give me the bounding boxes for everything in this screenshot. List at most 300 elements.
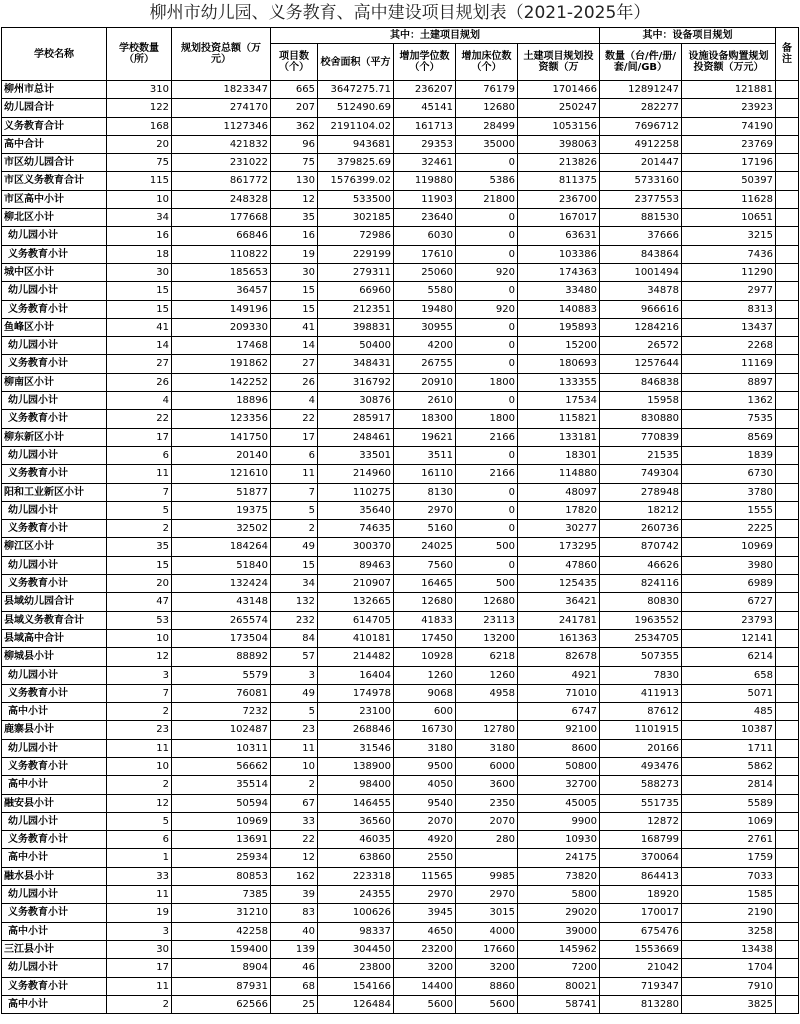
table-cell: 0 bbox=[456, 154, 518, 172]
table-cell: 3015 bbox=[456, 904, 518, 922]
row-label: 义务教育小计 bbox=[2, 684, 107, 702]
table-cell: 7 bbox=[107, 483, 172, 501]
remark-cell bbox=[776, 721, 799, 739]
table-cell: 23200 bbox=[394, 940, 456, 958]
table-cell: 62566 bbox=[172, 995, 271, 1013]
table-cell: 11 bbox=[107, 465, 172, 483]
row-label: 阳和工业新区小计 bbox=[2, 483, 107, 501]
table-cell: 310 bbox=[107, 81, 172, 99]
table-row bbox=[2, 483, 799, 501]
remark-cell bbox=[776, 831, 799, 849]
table-cell: 47 bbox=[107, 593, 172, 611]
table-cell: 51840 bbox=[172, 556, 271, 574]
table-cell: 2 bbox=[107, 995, 172, 1013]
table-cell: 41 bbox=[271, 318, 318, 336]
table-cell: 207 bbox=[271, 99, 318, 117]
table-cell: 302185 bbox=[318, 209, 394, 227]
row-label: 义务教育小计 bbox=[2, 410, 107, 428]
remark-cell bbox=[776, 867, 799, 885]
table-row bbox=[2, 684, 799, 702]
table-cell: 11 bbox=[107, 739, 172, 757]
table-cell: 170017 bbox=[600, 904, 682, 922]
table-cell: 30876 bbox=[318, 392, 394, 410]
table-row bbox=[2, 666, 799, 684]
table-cell: 241781 bbox=[518, 611, 600, 629]
table-row bbox=[2, 99, 799, 117]
table-cell: 3180 bbox=[456, 739, 518, 757]
table-cell: 966616 bbox=[600, 300, 682, 318]
table-cell: 11 bbox=[107, 886, 172, 904]
table-cell: 19480 bbox=[394, 300, 456, 318]
table-cell: 2534705 bbox=[600, 629, 682, 647]
table-row bbox=[2, 263, 799, 281]
table-cell: 15200 bbox=[518, 337, 600, 355]
remark-cell bbox=[776, 190, 799, 208]
remark-cell bbox=[776, 739, 799, 757]
table-cell: 40 bbox=[271, 922, 318, 940]
table-cell: 1260 bbox=[394, 666, 456, 684]
table-cell: 12780 bbox=[456, 721, 518, 739]
row-label: 幼儿园小计 bbox=[2, 282, 107, 300]
table-cell: 5733160 bbox=[600, 172, 682, 190]
table-cell: 9500 bbox=[394, 757, 456, 775]
remark-cell bbox=[776, 703, 799, 721]
table-cell: 173504 bbox=[172, 629, 271, 647]
table-cell: 15 bbox=[271, 556, 318, 574]
header-total-invest: 规划投资总额（万元） bbox=[172, 28, 271, 81]
table-cell: 84 bbox=[271, 629, 318, 647]
table-cell: 23923 bbox=[682, 99, 776, 117]
table-cell: 63860 bbox=[318, 849, 394, 867]
table-cell: 5160 bbox=[394, 520, 456, 538]
table-cell: 139 bbox=[271, 940, 318, 958]
table-cell: 500 bbox=[456, 575, 518, 593]
remark-cell bbox=[776, 776, 799, 794]
table-cell: 103386 bbox=[518, 245, 600, 263]
table-cell: 30955 bbox=[394, 318, 456, 336]
table-cell: 2191104.02 bbox=[318, 117, 394, 135]
table-cell: 161713 bbox=[394, 117, 456, 135]
table-cell: 25060 bbox=[394, 263, 456, 281]
remark-cell bbox=[776, 648, 799, 666]
table-cell: 9540 bbox=[394, 794, 456, 812]
table-cell: 142252 bbox=[172, 373, 271, 391]
table-cell: 89463 bbox=[318, 556, 394, 574]
table-row bbox=[2, 977, 799, 995]
remark-cell bbox=[776, 282, 799, 300]
table-cell: 12 bbox=[107, 648, 172, 666]
table-row bbox=[2, 629, 799, 647]
table-cell: 11903 bbox=[394, 190, 456, 208]
table-cell: 15 bbox=[107, 556, 172, 574]
table-cell: 133355 bbox=[518, 373, 600, 391]
table-cell: 1585 bbox=[682, 886, 776, 904]
remark-cell bbox=[776, 886, 799, 904]
table-cell: 41833 bbox=[394, 611, 456, 629]
table-cell: 348431 bbox=[318, 355, 394, 373]
row-label: 义务教育小计 bbox=[2, 831, 107, 849]
table-cell: 316792 bbox=[318, 373, 394, 391]
table-cell: 1704 bbox=[682, 959, 776, 977]
remark-cell bbox=[776, 135, 799, 153]
row-label: 幼儿园小计 bbox=[2, 556, 107, 574]
table-cell: 3 bbox=[107, 922, 172, 940]
table-row bbox=[2, 282, 799, 300]
remark-cell bbox=[776, 172, 799, 190]
table-row bbox=[2, 867, 799, 885]
table-cell: 861772 bbox=[172, 172, 271, 190]
table-cell: 141750 bbox=[172, 428, 271, 446]
table-row bbox=[2, 721, 799, 739]
table-cell: 47860 bbox=[518, 556, 600, 574]
table-cell: 943681 bbox=[318, 135, 394, 153]
table-cell: 0 bbox=[456, 556, 518, 574]
table-cell: 80830 bbox=[600, 593, 682, 611]
table-cell: 11169 bbox=[682, 355, 776, 373]
remark-cell bbox=[776, 593, 799, 611]
table-cell: 830880 bbox=[600, 410, 682, 428]
table-cell: 10651 bbox=[682, 209, 776, 227]
table-cell: 6030 bbox=[394, 227, 456, 245]
row-label: 市区幼儿园合计 bbox=[2, 154, 107, 172]
table-cell: 33480 bbox=[518, 282, 600, 300]
table-cell: 87612 bbox=[600, 703, 682, 721]
table-cell: 5600 bbox=[456, 995, 518, 1013]
table-cell: 280 bbox=[456, 831, 518, 849]
table-cell: 0 bbox=[456, 209, 518, 227]
table-cell: 146455 bbox=[318, 794, 394, 812]
table-cell: 1555 bbox=[682, 501, 776, 519]
table-cell: 14400 bbox=[394, 977, 456, 995]
table-cell: 123356 bbox=[172, 410, 271, 428]
row-label: 鹿寨县小计 bbox=[2, 721, 107, 739]
table-cell: 132 bbox=[271, 593, 318, 611]
table-cell: 533500 bbox=[318, 190, 394, 208]
table-cell: 223318 bbox=[318, 867, 394, 885]
row-label: 三江县小计 bbox=[2, 940, 107, 958]
table-cell: 7560 bbox=[394, 556, 456, 574]
table-cell: 4200 bbox=[394, 337, 456, 355]
row-label: 县域高中合计 bbox=[2, 629, 107, 647]
table-cell: 8313 bbox=[682, 300, 776, 318]
table-row bbox=[2, 337, 799, 355]
remark-cell bbox=[776, 611, 799, 629]
table-cell: 98337 bbox=[318, 922, 394, 940]
remark-cell bbox=[776, 117, 799, 135]
table-cell: 145962 bbox=[518, 940, 600, 958]
table-cell: 22 bbox=[107, 410, 172, 428]
table-cell: 4 bbox=[271, 392, 318, 410]
table-cell: 2977 bbox=[682, 282, 776, 300]
table-cell: 3780 bbox=[682, 483, 776, 501]
table-cell: 14 bbox=[107, 337, 172, 355]
table-cell: 231022 bbox=[172, 154, 271, 172]
table-cell: 304450 bbox=[318, 940, 394, 958]
table-cell: 30277 bbox=[518, 520, 600, 538]
table-cell: 18 bbox=[107, 245, 172, 263]
table-cell: 7 bbox=[271, 483, 318, 501]
table-cell: 23113 bbox=[456, 611, 518, 629]
table-cell: 16465 bbox=[394, 575, 456, 593]
row-label: 柳州市总计 bbox=[2, 81, 107, 99]
remark-cell bbox=[776, 99, 799, 117]
table-cell: 16404 bbox=[318, 666, 394, 684]
table-cell: 20 bbox=[107, 575, 172, 593]
table-cell bbox=[456, 849, 518, 867]
table-cell: 18920 bbox=[600, 886, 682, 904]
table-row bbox=[2, 410, 799, 428]
table-cell: 2970 bbox=[394, 501, 456, 519]
table-cell: 71010 bbox=[518, 684, 600, 702]
table-cell: 3180 bbox=[394, 739, 456, 757]
table-row bbox=[2, 373, 799, 391]
row-label: 幼儿园小计 bbox=[2, 227, 107, 245]
row-label: 义务教育小计 bbox=[2, 245, 107, 263]
table-cell: 168 bbox=[107, 117, 172, 135]
table-cell: 74190 bbox=[682, 117, 776, 135]
table-cell: 132424 bbox=[172, 575, 271, 593]
table-row bbox=[2, 575, 799, 593]
table-cell: 3511 bbox=[394, 446, 456, 464]
table-cell: 236207 bbox=[394, 81, 456, 99]
table-cell: 6727 bbox=[682, 593, 776, 611]
table-cell: 4050 bbox=[394, 776, 456, 794]
table-cell: 96 bbox=[271, 135, 318, 153]
table-cell: 21042 bbox=[600, 959, 682, 977]
table-cell: 1701466 bbox=[518, 81, 600, 99]
row-label: 幼儿园小计 bbox=[2, 812, 107, 830]
table-row bbox=[2, 245, 799, 263]
table-cell: 485 bbox=[682, 703, 776, 721]
table-cell: 11 bbox=[107, 977, 172, 995]
table-row bbox=[2, 739, 799, 757]
table-cell: 2225 bbox=[682, 520, 776, 538]
header-project-count: 项目数（个） bbox=[271, 44, 318, 81]
table-cell: 33501 bbox=[318, 446, 394, 464]
remark-cell bbox=[776, 355, 799, 373]
table-cell: 10969 bbox=[682, 538, 776, 556]
table-cell: 24025 bbox=[394, 538, 456, 556]
table-cell: 23 bbox=[107, 721, 172, 739]
remark-cell bbox=[776, 794, 799, 812]
remark-cell bbox=[776, 556, 799, 574]
table-cell: 6 bbox=[107, 446, 172, 464]
table-cell: 4912258 bbox=[600, 135, 682, 153]
table-cell: 493476 bbox=[600, 757, 682, 775]
table-cell: 10387 bbox=[682, 721, 776, 739]
table-cell: 7 bbox=[107, 684, 172, 702]
table-cell: 12 bbox=[107, 794, 172, 812]
table-cell: 7830 bbox=[600, 666, 682, 684]
table-cell: 0 bbox=[456, 392, 518, 410]
table-cell: 23100 bbox=[318, 703, 394, 721]
table-cell: 2610 bbox=[394, 392, 456, 410]
table-cell: 658 bbox=[682, 666, 776, 684]
table-cell: 185653 bbox=[172, 263, 271, 281]
table-cell: 74635 bbox=[318, 520, 394, 538]
table-cell: 1839 bbox=[682, 446, 776, 464]
remark-cell bbox=[776, 392, 799, 410]
header-equip-qty: 数量（台/件/册/套/间/GB） bbox=[600, 44, 682, 81]
table-cell: 10928 bbox=[394, 648, 456, 666]
table-cell: 10 bbox=[107, 629, 172, 647]
table-cell: 500 bbox=[456, 538, 518, 556]
row-label: 义务教育小计 bbox=[2, 757, 107, 775]
table-cell: 50400 bbox=[318, 337, 394, 355]
table-cell: 1576399.02 bbox=[318, 172, 394, 190]
row-label: 市区高中小计 bbox=[2, 190, 107, 208]
table-cell: 34 bbox=[271, 575, 318, 593]
table-cell: 12141 bbox=[682, 629, 776, 647]
row-label: 高中小计 bbox=[2, 849, 107, 867]
table-cell: 5800 bbox=[518, 886, 600, 904]
table-row bbox=[2, 886, 799, 904]
table-cell: 126484 bbox=[318, 995, 394, 1013]
table-cell: 10 bbox=[107, 190, 172, 208]
table-cell: 19 bbox=[107, 904, 172, 922]
table-cell: 507355 bbox=[600, 648, 682, 666]
table-cell: 11565 bbox=[394, 867, 456, 885]
planning-table bbox=[1, 27, 799, 1014]
table-cell: 11 bbox=[271, 465, 318, 483]
table-cell: 15 bbox=[271, 282, 318, 300]
table-cell: 30 bbox=[107, 940, 172, 958]
table-cell: 33 bbox=[107, 867, 172, 885]
table-cell: 250247 bbox=[518, 99, 600, 117]
table-cell: 35 bbox=[107, 538, 172, 556]
table-cell: 184264 bbox=[172, 538, 271, 556]
table-cell: 23800 bbox=[318, 959, 394, 977]
row-label: 县域义务教育合计 bbox=[2, 611, 107, 629]
row-label: 义务教育小计 bbox=[2, 465, 107, 483]
table-cell: 278948 bbox=[600, 483, 682, 501]
table-cell: 4921 bbox=[518, 666, 600, 684]
table-cell: 110275 bbox=[318, 483, 394, 501]
table-cell: 17 bbox=[107, 428, 172, 446]
table-cell: 46626 bbox=[600, 556, 682, 574]
remark-cell bbox=[776, 684, 799, 702]
row-label: 义务教育小计 bbox=[2, 977, 107, 995]
remark-cell bbox=[776, 483, 799, 501]
table-cell: 9900 bbox=[518, 812, 600, 830]
table-cell: 920 bbox=[456, 300, 518, 318]
table-cell: 26755 bbox=[394, 355, 456, 373]
table-cell: 2268 bbox=[682, 337, 776, 355]
table-cell: 49 bbox=[271, 538, 318, 556]
table-row bbox=[2, 154, 799, 172]
table-cell: 168799 bbox=[600, 831, 682, 849]
table-cell: 159400 bbox=[172, 940, 271, 958]
table-cell: 82678 bbox=[518, 648, 600, 666]
row-label: 义务教育小计 bbox=[2, 300, 107, 318]
table-cell: 46 bbox=[271, 959, 318, 977]
table-cell: 180693 bbox=[518, 355, 600, 373]
table-cell: 9985 bbox=[456, 867, 518, 885]
table-row bbox=[2, 135, 799, 153]
row-label: 柳南区小计 bbox=[2, 373, 107, 391]
table-cell: 31210 bbox=[172, 904, 271, 922]
table-row bbox=[2, 812, 799, 830]
remark-cell bbox=[776, 81, 799, 99]
table-cell: 4920 bbox=[394, 831, 456, 849]
table-cell: 9068 bbox=[394, 684, 456, 702]
table-cell: 3 bbox=[107, 666, 172, 684]
table-cell: 88892 bbox=[172, 648, 271, 666]
table-cell: 7232 bbox=[172, 703, 271, 721]
table-cell: 16 bbox=[271, 227, 318, 245]
table-cell: 1260 bbox=[456, 666, 518, 684]
table-cell: 5600 bbox=[394, 995, 456, 1013]
table-cell: 18301 bbox=[518, 446, 600, 464]
table-cell: 843864 bbox=[600, 245, 682, 263]
header-building-area: 校舍面积（平方 bbox=[318, 44, 394, 81]
table-cell: 7696712 bbox=[600, 117, 682, 135]
table-cell: 6730 bbox=[682, 465, 776, 483]
header-equip-group: 其中：设备项目规划 bbox=[600, 28, 776, 44]
table-cell: 0 bbox=[456, 227, 518, 245]
table-cell: 17660 bbox=[456, 940, 518, 958]
table-cell: 588273 bbox=[600, 776, 682, 794]
table-cell: 195893 bbox=[518, 318, 600, 336]
table-cell: 17534 bbox=[518, 392, 600, 410]
row-label: 鱼峰区小计 bbox=[2, 318, 107, 336]
table-cell: 35 bbox=[271, 209, 318, 227]
table-cell: 32502 bbox=[172, 520, 271, 538]
table-row bbox=[2, 538, 799, 556]
table-cell: 33 bbox=[271, 812, 318, 830]
table-row bbox=[2, 465, 799, 483]
table-cell: 32461 bbox=[394, 154, 456, 172]
table-cell: 100626 bbox=[318, 904, 394, 922]
table-cell: 4958 bbox=[456, 684, 518, 702]
table-cell: 279311 bbox=[318, 263, 394, 281]
remark-cell bbox=[776, 666, 799, 684]
table-cell: 1711 bbox=[682, 739, 776, 757]
table-cell: 2166 bbox=[456, 428, 518, 446]
table-cell: 50594 bbox=[172, 794, 271, 812]
table-cell: 201447 bbox=[600, 154, 682, 172]
remark-cell bbox=[776, 520, 799, 538]
table-cell: 5862 bbox=[682, 757, 776, 775]
remark-cell bbox=[776, 904, 799, 922]
row-label: 义务教育小计 bbox=[2, 904, 107, 922]
row-label: 幼儿园小计 bbox=[2, 501, 107, 519]
table-cell: 1553669 bbox=[600, 940, 682, 958]
table-cell: 75 bbox=[271, 154, 318, 172]
row-label: 义务教育小计 bbox=[2, 355, 107, 373]
table-cell: 73820 bbox=[518, 867, 600, 885]
table-cell: 42258 bbox=[172, 922, 271, 940]
table-cell: 12 bbox=[271, 849, 318, 867]
table-cell: 210907 bbox=[318, 575, 394, 593]
table-row bbox=[2, 794, 799, 812]
table-cell: 3600 bbox=[456, 776, 518, 794]
table-cell: 174363 bbox=[518, 263, 600, 281]
table-cell: 173295 bbox=[518, 538, 600, 556]
row-label: 幼儿园小计 bbox=[2, 337, 107, 355]
table-row bbox=[2, 300, 799, 318]
table-cell: 31546 bbox=[318, 739, 394, 757]
header-remark: 备注 bbox=[776, 28, 799, 81]
remark-cell bbox=[776, 410, 799, 428]
table-cell: 675476 bbox=[600, 922, 682, 940]
table-cell: 43148 bbox=[172, 593, 271, 611]
remark-cell bbox=[776, 318, 799, 336]
table-cell: 36457 bbox=[172, 282, 271, 300]
table-cell: 232 bbox=[271, 611, 318, 629]
table-cell: 3200 bbox=[394, 959, 456, 977]
header-school-name: 学校名称 bbox=[2, 28, 107, 81]
